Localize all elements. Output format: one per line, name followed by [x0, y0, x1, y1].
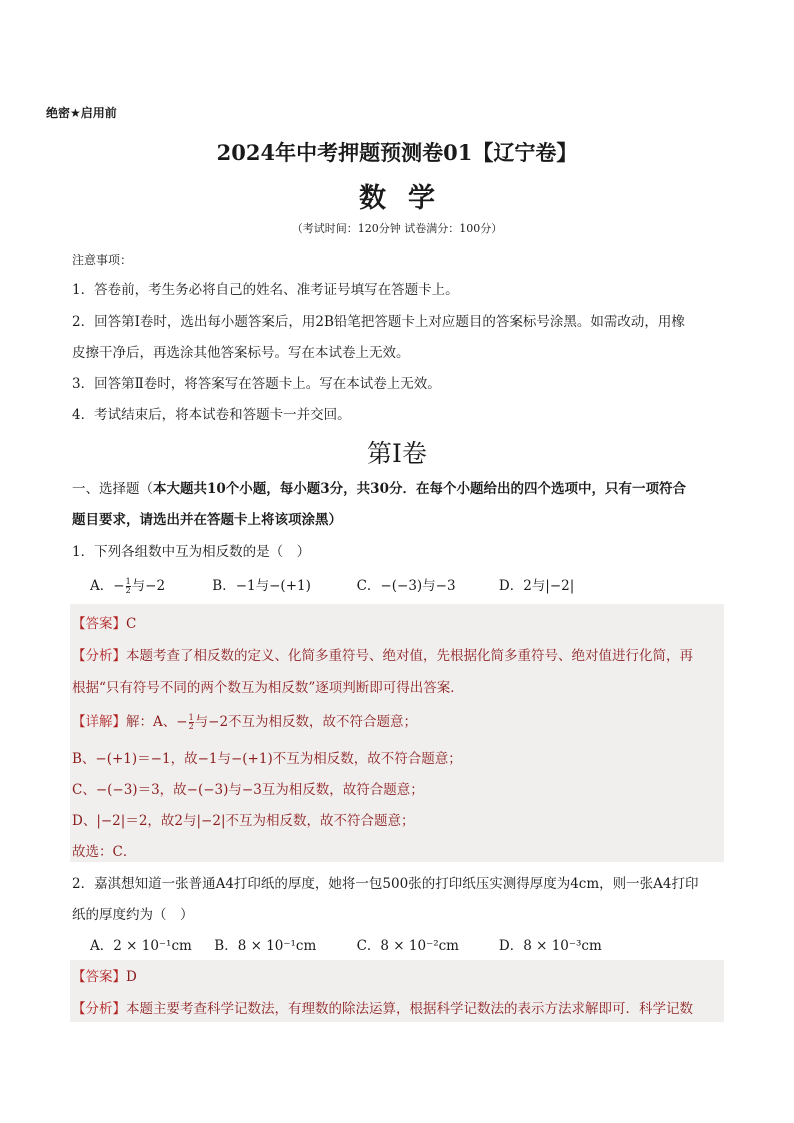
fraction-denominator: 2 — [125, 586, 131, 595]
analysis-tag: 【分析】 — [72, 648, 126, 664]
detail-pre: 解：A、− — [126, 714, 188, 730]
q1-analysis-a — [72, 644, 693, 664]
q1-stem: 1．下列各组数中互为相反数的是（ ） — [72, 544, 311, 560]
q1-options — [90, 574, 730, 595]
q1-option-a-pre: A．− — [90, 578, 125, 594]
fraction-numerator: 1 — [188, 713, 194, 722]
analysis-text: 本题主要考查科学记数法，有理数的除法运算，根据科学记数法的表示方法求解即可．科学记数 — [126, 1001, 693, 1017]
fraction — [189, 714, 194, 731]
section-1-intro-a — [72, 477, 686, 497]
q1-detail-c: C、−(−3)＝3，故−(−3)与−3互为相反数，故符合题意； — [72, 782, 424, 798]
fraction-numerator: 1 — [125, 577, 131, 586]
q1-analysis-b: 根据“只有符号不同的两个数互为相反数”逐项判断即可得出答案． — [72, 680, 464, 696]
answer-tag: 【答案】 — [72, 616, 126, 632]
q1-choose: 故选：C． — [72, 844, 137, 860]
answer-tag: 【答案】 — [72, 969, 126, 985]
section-1-intro-b: 题目要求，请选出并在答题卡上将该项涂黑） — [72, 512, 342, 528]
note-2b: 皮擦干净后，再选涂其他答案标号。写在本试卷上无效。 — [72, 345, 410, 361]
analysis-tag: 【分析】 — [72, 1001, 126, 1017]
fraction — [126, 578, 131, 595]
q1-option-b: B．−1与−(+1) — [212, 578, 311, 594]
q2-option-d: D．8 × 10⁻³cm — [498, 938, 602, 954]
q1-detail-b: B、−(+1)＝−1，故−1与−(+1)不互为相反数，故不符合题意； — [72, 751, 462, 767]
q2-option-c: C．8 × 10⁻²cm — [356, 938, 459, 954]
q1-detail-d: D、|−2|＝2，故2与|−2|不互为相反数，故不符合题意； — [72, 813, 415, 829]
analysis-text: 本题考查了相反数的定义、化简多重符号、绝对值，先根据化简多重符号、绝对值进行化简，再 — [126, 648, 693, 664]
q2-stem-a: 2．嘉淇想知道一张普通A4打印纸的厚度，她将一包500张的打印纸压实测得厚度为4cm，则一张A4打印 — [72, 876, 699, 892]
notes-heading: 注意事项： — [72, 253, 133, 267]
volume-heading: 第Ⅰ卷 — [367, 439, 427, 468]
detail-post: 与−2不互为相反数，故不符合题意； — [194, 714, 418, 730]
q2-options — [90, 934, 730, 954]
answer-value: D — [126, 969, 137, 985]
q1-option-a-post: 与−2 — [131, 578, 166, 594]
secret-label: 绝密★启用前 — [46, 106, 117, 120]
fraction-denominator: 2 — [188, 722, 194, 731]
q1-option-d: D．2与|−2| — [498, 578, 575, 594]
q2-option-b: B．8 × 10⁻¹cm — [214, 938, 317, 954]
q1-answer — [72, 612, 136, 632]
note-2a: 2．回答第Ⅰ卷时，选出每小题答案后，用2B铅笔把答题卡上对应题目的答案标号涂黑。如需改动，用橡 — [72, 314, 685, 330]
q1-option-c: C．−(−3)与−3 — [356, 578, 456, 594]
section-1-bold: 本大题共10个小题，每小题3分，共30分．在每个小题给出的四个选项中，只有一项符合 — [153, 481, 686, 497]
q2-answer — [72, 965, 137, 985]
q2-analysis-a — [72, 997, 693, 1017]
detail-tag: 【详解】 — [72, 714, 126, 730]
note-1: 1．答卷前，考生务必将自己的姓名、准考证号填写在答题卡上。 — [72, 282, 459, 298]
note-4: 4．考试结束后，将本试卷和答题卡一并交回。 — [72, 407, 351, 423]
q1-detail-a — [72, 710, 417, 731]
note-3: 3．回答第Ⅱ卷时，将答案写在答题卡上。写在本试卷上无效。 — [72, 376, 441, 392]
exam-title: 2024年中考押题预测卷01【辽宁卷】 — [216, 140, 578, 165]
section-1-prefix: 一、选择题（ — [72, 481, 153, 497]
exam-meta: （考试时间：120分钟 试卷满分：100分） — [291, 222, 503, 235]
exam-subject: 数学 — [359, 183, 457, 214]
answer-value: C — [126, 616, 137, 632]
q2-stem-b: 纸的厚度约为（ ） — [72, 907, 194, 923]
q1-option-a — [90, 574, 208, 595]
q2-option-a: A．2 × 10⁻¹cm — [90, 938, 192, 954]
